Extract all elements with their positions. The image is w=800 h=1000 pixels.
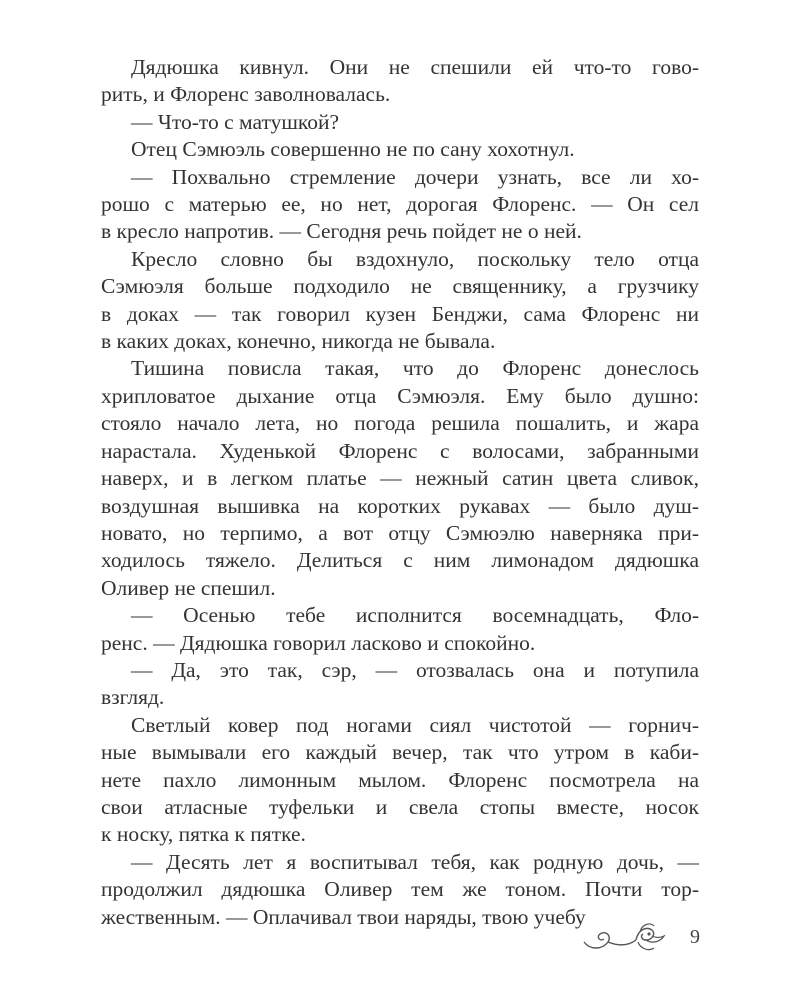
text-line: хрипловатое дыхание отца Сэмюэля. Ему было душно: [101,383,699,408]
paragraph [101,355,699,602]
text-line: ные вымывали его каждый вечер, так что утром в каби- [101,740,699,765]
paragraph [101,54,699,109]
text-line: наверх, и в легком платье — нежный сатин цвета сливок, [101,466,699,491]
text-line: Оливер не спешил. [101,575,276,600]
text-line: Дядюшка кивнул. Они не спешили ей что-то гово- [131,55,699,79]
text-line: в каких доках, конечно, никогда не бывала. [101,329,496,354]
text-line: взгляд. [101,685,165,710]
paragraph [101,109,699,136]
text-line: — Десять лет я воспитывал тебя, как родную дочь, — [131,849,699,874]
paragraph [101,712,699,849]
text-line: Сэмюэля больше подходило не священнику, а грузчику [101,274,699,299]
text-line: — Похвально стремление дочери узнать, все ли хо- [131,164,699,189]
text-line: — Осенью тебе исполнится восемнадцать, Фло- [131,603,699,628]
text-line: к носку, пятка к пятке. [101,822,306,847]
text-line: продолжил дядюшка Оливер тем же тоном. Почти тор- [101,877,699,902]
text-line: — Что-то с матушкой? [131,109,340,134]
text-line: в кресло напротив. — Сегодня речь пойдет не о ней. [101,219,582,244]
text-line: — Да, это так, сэр, — отозвалась она и потупила [131,657,699,682]
text-line: нарастала. Худенькой Флоренс с волосами, забранными [101,438,699,463]
text-line: жественным. — Оплачивал твои наряды, твою учебу [101,904,586,929]
page-body [101,54,699,931]
page-number: 9 [690,926,700,948]
text-line: ренс. — Дядюшка говорил ласково и спокойно. [101,630,536,655]
paragraph [101,246,699,356]
paragraph [101,849,699,931]
paragraph [101,602,699,657]
text-line: Кресло словно бы вздохнуло, поскольку тело отца [131,246,699,271]
text-line: Светлый ковер под ногами сиял чистотой — горнич- [131,712,699,737]
floral-ornament-icon [580,920,670,956]
text-line: новато, но терпимо, а вот отцу Сэмюэлю наверняка при- [101,520,699,545]
paragraph [101,136,699,163]
page-footer [580,920,710,960]
text-line: стояло начало лета, но погода решила пошалить, и жара [101,411,699,436]
paragraph [101,164,699,246]
text-line: Тишина повисла такая, что до Флоренс донеслось [131,356,699,381]
text-line: в доках — так говорил кузен Бенджи, сама Флоренс ни [101,301,699,326]
text-line: воздушная вышивка на коротких рукавах — было душ- [101,493,699,518]
text-line: рить, и Флоренс заволновалась. [101,82,391,107]
text-line: нете пахло лимонным мылом. Флоренс посмотрела на [101,767,699,792]
paragraph [101,657,699,712]
text-line: свои атласные туфельки и свела стопы вместе, носок [101,794,699,819]
text-line: Отец Сэмюэль совершенно не по сану хохотнул. [131,137,575,162]
text-line: ходилось тяжело. Делиться с ним лимонадом дядюшка [101,548,699,573]
text-line: рошо с матерью ее, но нет, дорогая Флоренс. — Он сел [101,192,699,217]
